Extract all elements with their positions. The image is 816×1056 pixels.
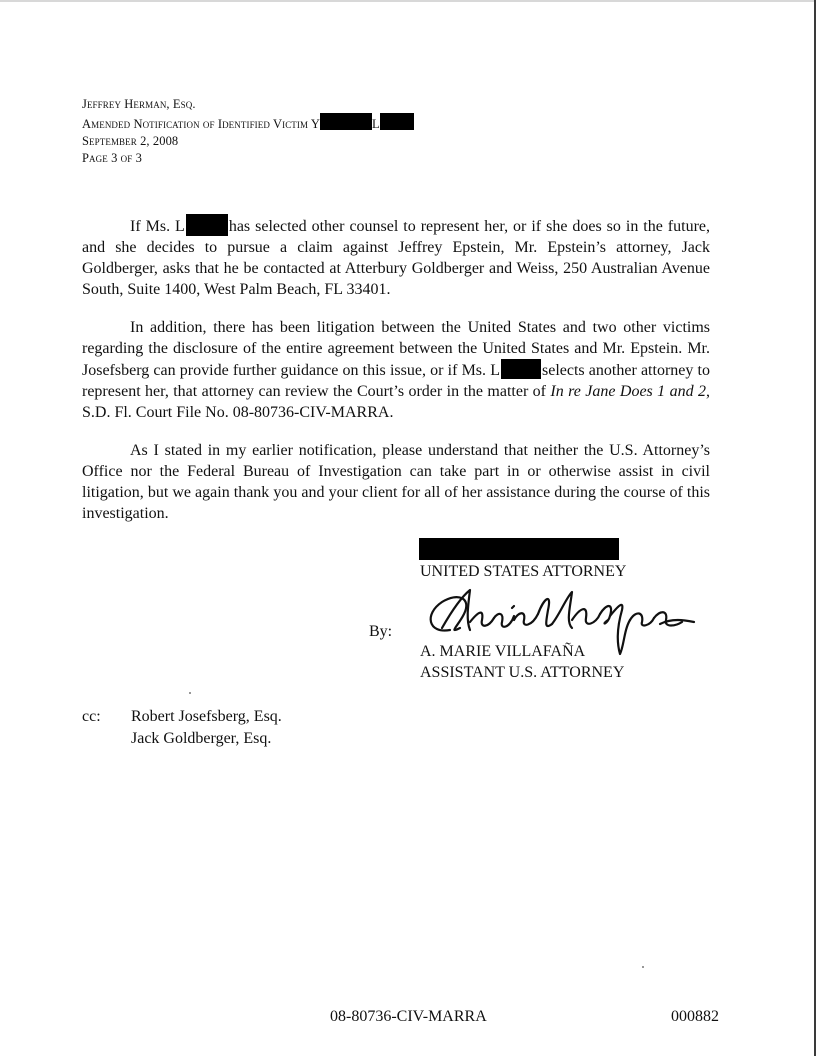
cc-label: cc: (82, 708, 101, 725)
redaction-block (186, 214, 228, 236)
redaction-block (501, 359, 541, 379)
p2-post: , S.D. Fl. Court File No. 08-80736-CIV-MARRA. (82, 383, 710, 421)
header-subject (82, 113, 414, 133)
signature-office: UNITED STATES ATTORNEY (420, 563, 627, 580)
cc-list (131, 706, 282, 750)
header-date: September 2, 2008 (82, 134, 179, 148)
paragraph-litigation (82, 317, 710, 423)
redaction-block (419, 538, 619, 560)
scan-speck (189, 692, 191, 694)
p2-mid: selects another attorney to represent her, that attorney can review the Court’s order in the matter of (82, 362, 710, 400)
footer-bates-number: 000882 (671, 1008, 719, 1025)
scan-edge-top (0, 0, 816, 2)
footer-case-number: 08-80736-CIV-MARRA (330, 1008, 487, 1025)
cc-recipient: Jack Goldberger, Esq. (131, 730, 272, 747)
header-page: Page 3 of 3 (82, 151, 142, 165)
letter-header (82, 96, 414, 167)
header-recipient: Jeffrey Herman, Esq. (82, 97, 196, 111)
signatory-title: ASSISTANT U.S. ATTORNEY (420, 664, 625, 681)
p1-pre: If Ms. L (130, 218, 185, 235)
paragraph-counsel-contact (82, 214, 710, 300)
redaction-block (380, 113, 414, 130)
redaction-block (320, 113, 372, 130)
header-subject-prefix: Amended Notification of Identified Victim Y (82, 117, 320, 131)
signatory-name: A. MARIE VILLAFAÑA (420, 643, 586, 660)
case-name: In re Jane Does 1 and 2 (550, 383, 706, 400)
header-subject-mid: L (372, 117, 380, 131)
p2-pre: In addition, there has been litigation between the United States and two other victims regarding the disclosure of the entire agreement between the United States and Mr. Epstein. Mr. Josefsberg can provide further guidance on this issue, or if Ms. L (82, 319, 710, 379)
p1-post: has selected other counsel to represent her, or if she does so in the future, and she decides to pursue a claim against Jeffrey Epstein, Mr. Epstein’s attorney, Jack Goldberger, asks that he be contacted at Atterbury Goldberger and Weiss, 250 Australian Avenue South, Suite 1400, West Palm Beach, FL 33401. (82, 218, 710, 298)
scan-speck (642, 966, 644, 968)
paragraph-closing (82, 440, 710, 524)
p3-text: As I stated in my earlier notification, please understand that neither the U.S. Attorney’s Office nor the Federal Bureau of Investigation can take part in or otherwise assist in civil litigation, but we again thank you and your client for all of her assistance during the course of this investigation. (82, 442, 710, 522)
by-label: By: (369, 623, 393, 640)
cc-recipient: Robert Josefsberg, Esq. (131, 708, 282, 725)
